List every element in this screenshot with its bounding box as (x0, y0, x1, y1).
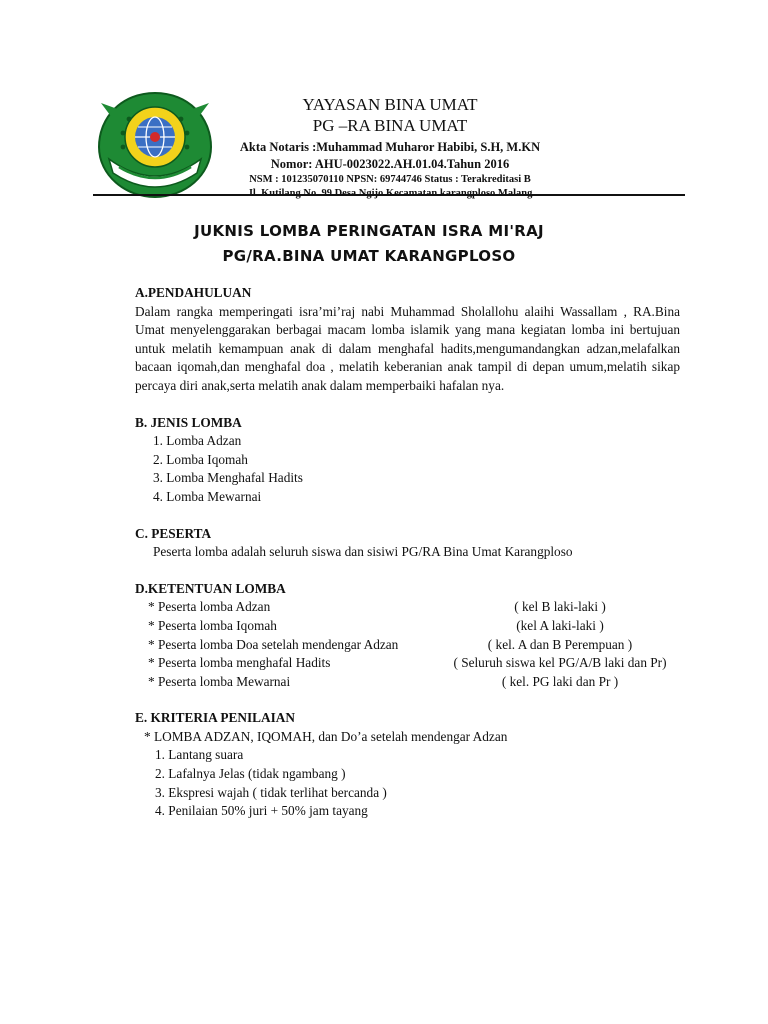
header-divider (93, 194, 685, 196)
rule-row (135, 654, 680, 673)
document-title: JUKNIS LOMBA PERINGATAN ISRA MI'RAJ (194, 222, 544, 240)
rule-group: (kel A laki-laki ) (516, 617, 604, 633)
rule-participant: * Peserta lomba Mewarnai (148, 673, 291, 689)
list-item: 1. Lomba Adzan (153, 433, 242, 449)
list-item: 2. Lomba Iqomah (153, 451, 248, 467)
rule-row (135, 617, 680, 636)
rule-participant: * Peserta lomba menghafal Hadits (148, 655, 331, 671)
list-item: 3. Ekspresi wajah ( tidak terlihat bercanda ) (155, 784, 387, 800)
school-emblem-icon (93, 89, 217, 201)
competition-list (135, 432, 680, 506)
rule-row (135, 598, 680, 617)
section-c-heading: C. PESERTA (135, 525, 212, 541)
letterhead (218, 94, 562, 201)
list-item: 2. Lafalnya Jelas (tidak ngambang ) (155, 766, 346, 782)
list-item: 4. Lomba Mewarnai (153, 488, 262, 504)
rule-participant: * Peserta lomba Adzan (148, 599, 271, 615)
rule-participant: * Peserta lomba Doa setelah mendengar Adzan (148, 636, 399, 652)
rule-group: ( Seluruh siswa kel PG/A/B laki dan Pr) (453, 655, 667, 671)
section-d-heading: D.KETENTUAN LOMBA (135, 580, 286, 596)
registration-number: Nomor: AHU-0023022.AH.01.04.Tahun 2016 (270, 157, 510, 171)
rules-table (135, 598, 680, 691)
document-subtitle: PG/RA.BINA UMAT KARANGPLOSO (222, 247, 516, 265)
section-e-heading: E. KRITERIA PENILAIAN (135, 710, 295, 726)
rule-row (135, 673, 680, 692)
criteria-subheading: * LOMBA ADZAN, IQOMAH, dan Do’a setelah mendengar Adzan (144, 728, 508, 744)
notary-deed: Akta Notaris :Muhammad Muharor Habibi, S.H, M.KN (239, 140, 541, 154)
list-item: 1. Lantang suara (155, 747, 244, 763)
rule-row (135, 636, 680, 655)
section-a-heading: A.PENDAHULUAN (135, 285, 252, 300)
section-a-body: Dalam rangka memperingati isra’mi’raj nabi Muhammad Sholallohu alaihi Wassallam , RA.Bina Umat menyelenggarakan berbagai macam lomba islamik yang mana kegiatan lomba ini bertujuan untuk melatih kemampuan anak di dalam menghafal hadits,mengumandangkan adzan,melafalkan bacaan iqomah,dan menghafal doa , melatih keberanian anak tampil di depan umum,melatih sikap percaya diri anak,serta melatih anak dalam memperbaiki hafalan nya. (135, 303, 680, 393)
rule-group: ( kel. A dan B Perempuan ) (487, 636, 633, 652)
rule-group: ( kel. PG laki dan Pr ) (501, 673, 619, 689)
section-c-body: Peserta lomba adalah seluruh siswa dan sisiwi PG/RA Bina Umat Karangploso (153, 544, 573, 560)
rule-participant: * Peserta lomba Iqomah (148, 617, 277, 633)
address: Jl. Kutilang No. 99 Desa Ngijo Kecamatan karangploso Malang (247, 188, 533, 199)
organization-name: YAYASAN BINA UMAT (302, 95, 478, 114)
section-b-heading: B. JENIS LOMBA (135, 414, 242, 430)
document-body (135, 284, 680, 821)
list-item: 4. Penilaian 50% juri + 50% jam tayang (155, 803, 368, 819)
list-item: 3. Lomba Menghafal Hadits (153, 470, 303, 486)
criteria-list (135, 746, 680, 820)
school-name: PG –RA BINA UMAT (312, 116, 468, 135)
nsm-npsn-status: NSM : 101235070110 NPSN: 69744746 Status : Terakreditasi B (249, 174, 531, 185)
rule-group: ( kel B laki-laki ) (514, 599, 606, 615)
